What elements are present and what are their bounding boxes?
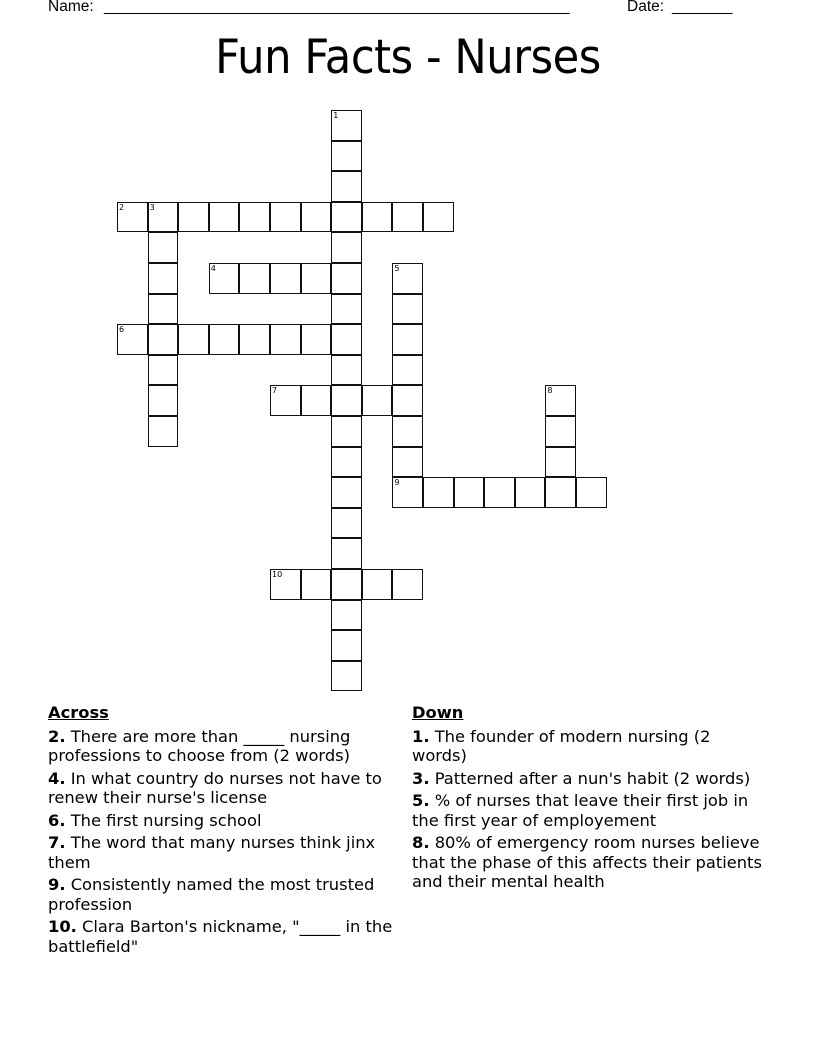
grid-cell[interactable]	[362, 569, 393, 600]
grid-cell[interactable]	[239, 324, 270, 355]
across-heading: Across	[48, 703, 109, 722]
grid-cell[interactable]	[117, 202, 148, 233]
clue-number: 9.	[48, 875, 66, 894]
clue-number: 2.	[48, 726, 66, 746]
clue-across-10	[48, 917, 393, 956]
grid-cell[interactable]	[331, 477, 362, 508]
down-heading: Down	[412, 703, 464, 722]
grid-cell[interactable]	[301, 569, 332, 600]
grid-cell[interactable]	[209, 324, 240, 355]
grid-cell[interactable]	[331, 355, 362, 386]
grid-cell[interactable]	[331, 630, 362, 661]
grid-cell[interactable]	[239, 202, 270, 233]
clue-text: The word that many nurses think jinx them	[48, 833, 376, 872]
grid-cell[interactable]	[301, 263, 332, 294]
across-clues	[48, 703, 393, 959]
grid-cell[interactable]	[270, 324, 301, 355]
grid-cell[interactable]	[331, 263, 362, 294]
grid-cell[interactable]	[270, 569, 301, 600]
cell-number: 1	[333, 111, 339, 120]
grid-cell[interactable]	[178, 324, 209, 355]
cell-number: 8	[547, 386, 553, 396]
grid-cell[interactable]	[392, 294, 423, 325]
clue-text: The founder of modern nursing (2 words)	[412, 726, 711, 765]
grid-cell[interactable]	[545, 385, 576, 416]
grid-cell[interactable]	[148, 416, 179, 447]
clue-number: 1.	[412, 726, 430, 746]
grid-cell[interactable]	[148, 324, 179, 355]
clue-down-8	[412, 833, 762, 892]
grid-cell[interactable]	[270, 263, 301, 294]
page-title: Fun Facts - Nurses	[215, 30, 601, 85]
grid-cell[interactable]	[178, 202, 209, 233]
clue-text: Consistently named the most trusted profession	[48, 875, 375, 914]
grid-cell[interactable]	[392, 416, 423, 447]
cell-number: 5	[394, 264, 400, 273]
grid-cell[interactable]	[545, 416, 576, 447]
down-clues	[412, 703, 762, 895]
grid-cell[interactable]	[484, 477, 515, 508]
grid-cell[interactable]	[301, 202, 332, 233]
grid-cell[interactable]	[392, 385, 423, 416]
clue-number: 10.	[48, 917, 77, 936]
grid-cell[interactable]	[454, 477, 485, 508]
grid-cell[interactable]	[545, 477, 576, 508]
clue-across-4	[48, 769, 393, 808]
grid-cell[interactable]	[331, 661, 362, 692]
clue-text: The first nursing school	[65, 810, 262, 830]
cell-number: 3	[149, 202, 155, 212]
clue-number: 6.	[48, 810, 66, 830]
grid-cell[interactable]	[331, 538, 362, 569]
grid-cell[interactable]	[148, 202, 179, 233]
grid-cell[interactable]	[545, 447, 576, 478]
clue-text: % of nurses that leave their first job in the first year of employement	[412, 791, 749, 830]
clue-number: 8.	[412, 833, 430, 852]
grid-cell[interactable]	[209, 202, 240, 233]
cell-number: 4	[210, 264, 216, 273]
clue-text: In what country do nurses not have to renew their nurse's license	[48, 768, 382, 807]
clue-down-3	[412, 769, 762, 789]
clue-text: 80% of emergency room nurses believe that the phase of this affects their patients and their mental health	[412, 833, 762, 891]
grid-cell[interactable]	[331, 202, 362, 233]
grid-cell[interactable]	[576, 477, 607, 508]
clue-down-1	[412, 727, 762, 766]
grid-cell[interactable]	[209, 263, 240, 294]
grid-cell[interactable]	[392, 355, 423, 386]
grid-cell[interactable]	[331, 447, 362, 478]
grid-cell[interactable]	[301, 324, 332, 355]
clue-text: Clara Barton's nickname, "_____ in the battlefield"	[48, 917, 393, 956]
cell-number: 2	[119, 202, 125, 212]
grid-cell[interactable]	[148, 232, 179, 263]
grid-cell[interactable]	[148, 385, 179, 416]
clue-text: There are more than _____ nursing professions to choose from (2 words)	[48, 726, 351, 765]
grid-cell[interactable]	[331, 171, 362, 202]
cell-number: 6	[119, 325, 125, 335]
grid-cell[interactable]	[331, 294, 362, 325]
grid-cell[interactable]	[362, 202, 393, 233]
clue-number: 5.	[412, 791, 430, 810]
cell-number: 7	[272, 386, 278, 396]
grid-cell[interactable]	[239, 263, 270, 294]
grid-cell[interactable]	[331, 232, 362, 263]
grid-cell[interactable]	[148, 263, 179, 294]
clue-number: 3.	[412, 768, 430, 788]
grid-cell[interactable]	[331, 324, 362, 355]
name-field[interactable]: ______________________________________________________	[104, 0, 570, 15]
clue-number: 4.	[48, 768, 66, 788]
grid-cell[interactable]	[331, 141, 362, 172]
grid-cell[interactable]	[148, 294, 179, 325]
grid-cell[interactable]	[331, 569, 362, 600]
name-label: Name:	[48, 0, 94, 15]
clue-number: 7.	[48, 833, 66, 852]
grid-cell[interactable]	[301, 385, 332, 416]
grid-cell[interactable]	[515, 477, 546, 508]
date-field[interactable]: _______	[672, 0, 733, 15]
grid-cell[interactable]	[331, 416, 362, 447]
grid-cell[interactable]	[392, 324, 423, 355]
grid-cell[interactable]	[270, 385, 301, 416]
clue-down-5	[412, 791, 762, 830]
grid-cell[interactable]	[392, 263, 423, 294]
clue-across-2	[48, 727, 393, 766]
grid-cell[interactable]	[362, 385, 393, 416]
grid-cell[interactable]	[392, 202, 423, 233]
cell-number: 9	[394, 478, 400, 488]
grid-cell[interactable]	[423, 202, 454, 233]
clue-across-6	[48, 811, 393, 831]
grid-cell[interactable]	[117, 324, 148, 355]
grid-cell[interactable]	[270, 202, 301, 233]
cell-number: 10	[272, 570, 283, 579]
grid-cell[interactable]	[331, 110, 362, 141]
grid-cell[interactable]	[331, 508, 362, 539]
grid-cell[interactable]	[423, 477, 454, 508]
clue-text: Patterned after a nun's habit (2 words)	[429, 768, 751, 788]
grid-cell[interactable]	[392, 447, 423, 478]
grid-cell[interactable]	[331, 385, 362, 416]
grid-cell[interactable]	[148, 355, 179, 386]
date-label: Date:	[627, 0, 665, 15]
grid-cell[interactable]	[392, 569, 423, 600]
grid-cell[interactable]	[331, 600, 362, 631]
grid-cell[interactable]	[392, 477, 423, 508]
clue-across-9	[48, 875, 393, 914]
clue-across-7	[48, 833, 393, 872]
